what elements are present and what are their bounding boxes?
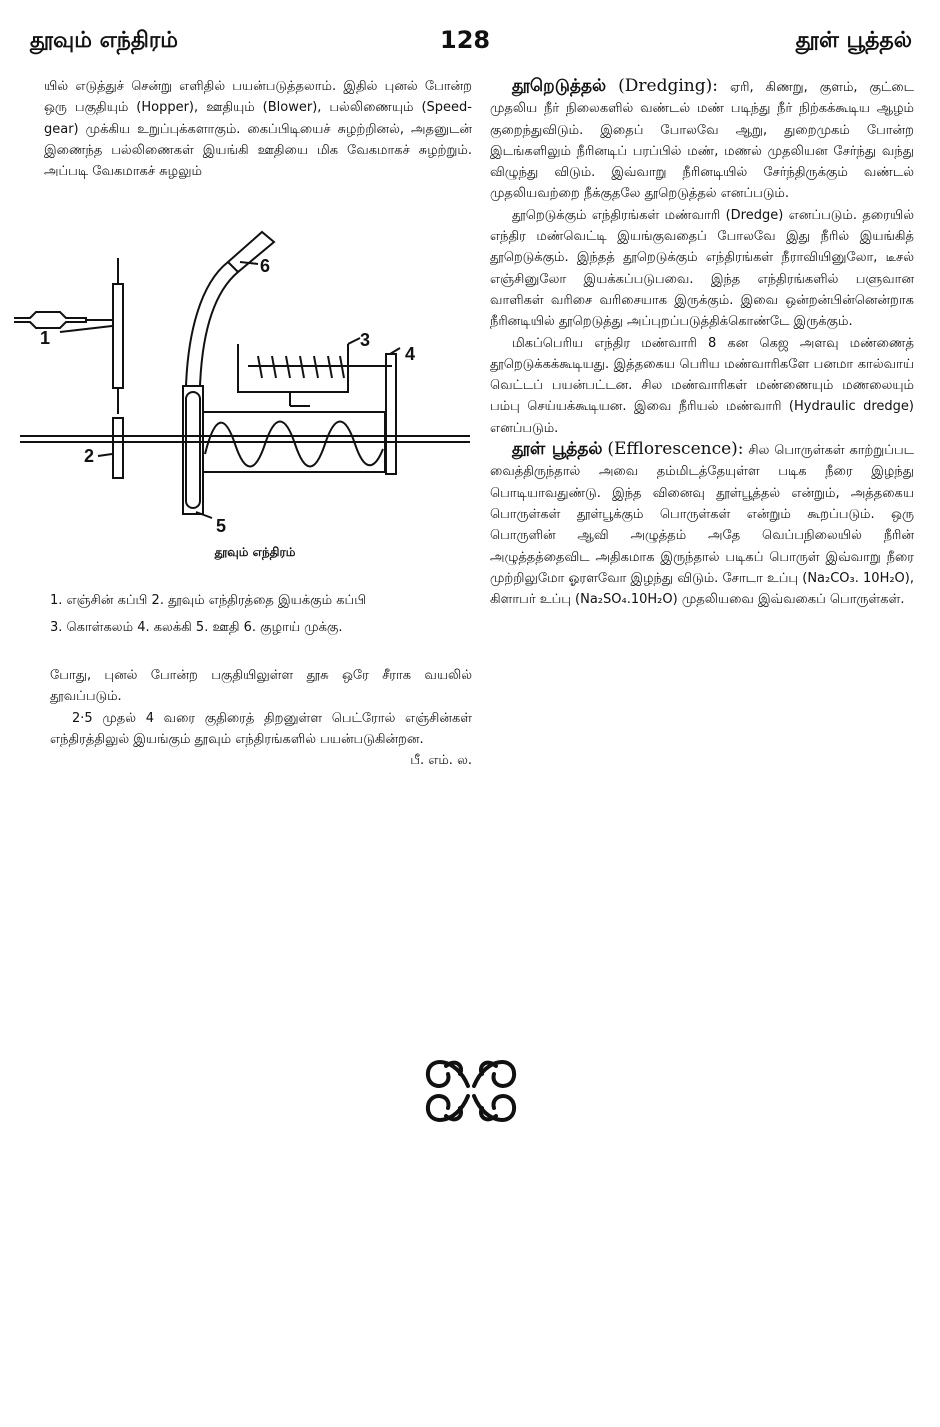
author-signature: பீ. எம். ல. (410, 753, 472, 769)
header-right-title: தூள் பூத்தல் (795, 28, 912, 53)
left-bottom-text (50, 665, 472, 771)
left-bottom-paragraph (50, 708, 472, 769)
label-6: 6 (260, 256, 271, 276)
figure-legend (50, 587, 470, 641)
efflorescence-text: சில பொருள்கள் காற்றுப்பட வைத்திருந்தால் அவை தம்மிடத்தேயுள்ள படிக நீரை இழந்து பொடியாவதுண்டு. இந்த வினைவு தூள்பூத்தல் என்றும், அத்தகைய பொருள்கள் தூள்பூக்கும் பொருள்கள் என்றும் கூறப்படும். ஒரு பொருளின் ஆவி அழுத்தம் அதே வெப்பநிலையில் நீரின் அழுத்தத்தைவிட அதிகமாக இருந்தால் படிகப் பொருள் இவ்வாறு நீரை முற்றிலுமோ ஓரளவோ இழந்து விடும். சோடா உப்பு (Na₂CO₃. 10H₂O), கிளாபர் உப்பு (Na₂SO₄.10H₂O) முதலியவை இவ்வகைப் பொருள்கள். (490, 443, 914, 608)
label-3: 3 (360, 330, 371, 350)
left-column (44, 76, 472, 182)
header-left-title: தூவும் எந்திரம் (30, 28, 178, 53)
petrol-engine-text: 2·5 முதல் 4 வரை குதிரைத் திறனுள்ள பெட்ரோல் எஞ்சின்கள் எந்திரத்திலுல் இயங்கும் தூவும் எந்திரங்களில் பயன்படுகின்றன. (50, 710, 472, 747)
efflorescence-latin: (Efflorescence): (607, 439, 744, 460)
left-bottom-paragraph: போது, புனல் போன்ற பகுதியிலுள்ள தூசு ஒரே சீராக வயலில் தூவப்படும். (50, 668, 472, 705)
dredging-text: ஏரி, கிணறு, குளம், குட்டை முதலிய நீர் நிலைகளில் வண்டல் மண் படிந்து நீர் நிற்கக்கூடிய ஆழம் குறைந்துவிடும். இதைப் போலவே ஆறு, துறைமுகம் போன்ற இடங்களிலும் நீரினடிப் பரப்பில் மண், மணல் முதலியன சேர்ந்து வந்து விழுந்து விடும். இவ்வாறு நீரினடியில் சேர்ந்திருக்கும் வண்டல் முதலியவற்றை நீக்குதலே தூறெடுத்தல் எனப்படும். (490, 80, 914, 202)
figure-legend-line: 3. கொள்கலம் 4. கலக்கி 5. ஊதி 6. குழாய் முக்கு. (50, 620, 343, 635)
label-2: 2 (84, 446, 95, 466)
efflorescence-headword: தூள் பூத்தல் (512, 439, 603, 460)
dredging-entry (490, 76, 914, 205)
label-4: 4 (405, 344, 416, 364)
dredge-paragraph: தூறெடுக்கும் எந்திரங்கள் மண்வாரி (Dredge) எனப்படும். தரையில் எந்திர மண்வெட்டி இயங்குவதைப் போலவே இது நீரில் இயங்கித் தூறெடுக்கும். இந்தத் தூறெடுக்கும் எந்திரங்கள் நீராவியினுலோ, டீசல் எஞ்சினுலோ இயக்கப்படுபவை. இந்த எந்திரங்களில் பளுவான வாளிகள் வரிசை வரிசையாக இருக்கும். இவை ஒன்றன்பின்னென்றாக நீரினடியில் தூறெடுத்து அப்புறப்படுத்திக்கொண்டே இருக்கும். (490, 207, 914, 330)
figure-legend-line: 1. எஞ்சின் கப்பி 2. தூவும் எந்திரத்தை இயக்கும் கப்பி (50, 593, 367, 608)
figure-caption: தூவும் எந்திரம் (214, 545, 296, 559)
page-number: 128 (440, 26, 491, 54)
right-column (490, 76, 914, 610)
page-header (0, 26, 940, 66)
floral-ornament (416, 1036, 526, 1146)
label-1: 1 (40, 328, 51, 348)
left-top-paragraph: யில் எடுத்துச் சென்று எளிதில் பயன்படுத்தலாம். இதில் புனல் போன்ற ஒரு பகுதியும் (Hopper), ஊதியும் (Blower), பல்லிணையும் (Speed-gear) முக்கிய உறுப்புக்களாகும். கைப்பிடியைச் சுழற்றினல், அதனுடன் இணைந்த பல்லிணைகள் இயங்கி ஊதியை மிக வேகமாகச் சுழற்றும். அப்படி வேகமாகச் சுழலும் (44, 79, 472, 180)
label-5: 5 (216, 516, 227, 536)
dredging-headword: தூறெடுத்தல் (512, 76, 607, 96)
efflorescence-entry (490, 439, 914, 610)
duster-diagram (0, 214, 480, 544)
hydraulic-paragraph: மிகப்பெரிய எந்திர மண்வாரி 8 கன கெஜ அளவு மண்ணைத் தூறெடுக்கக்கூடியது. இத்தகைய பெரிய மண்வாரிகளே பனமா கால்வாய் வெட்டப் பயன்பட்டன. சில மண்வாரிகள் மண்ணையும் மணலையும் பம்பு செய்யக்கூடியன. இவை நீரியல் மண்வாரி (Hydraulic dredge) எனப்படும். (490, 335, 914, 436)
dredging-latin: (Dredging): (618, 76, 718, 96)
